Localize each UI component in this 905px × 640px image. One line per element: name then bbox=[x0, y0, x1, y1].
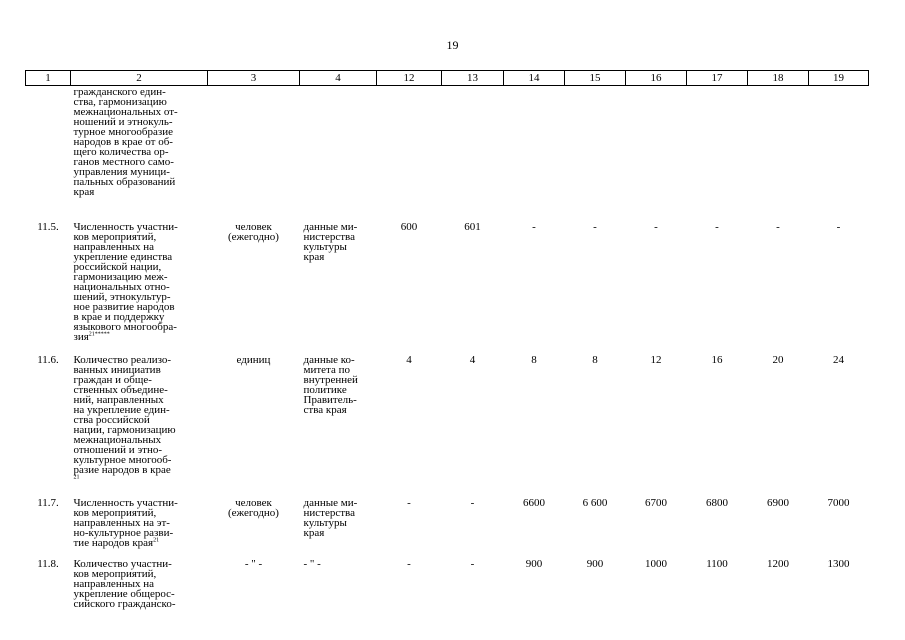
value-cell: 12 bbox=[650, 353, 662, 366]
value-cell: 601 bbox=[464, 220, 481, 233]
indicator-name: Количество участни- ков мероприятий, направленных на укрепление общерос- сийского гражданско- bbox=[73, 557, 176, 610]
value-cell: 8 bbox=[592, 353, 598, 366]
value-cell: 4 bbox=[469, 353, 476, 366]
col-header: 15 bbox=[565, 71, 626, 86]
value-cell: 6900 bbox=[767, 496, 789, 509]
value-cell: 900 bbox=[525, 557, 543, 570]
indicator-name: Количество реализо- ванных инициатив граждан и обще- ственных объедине- ний, направленных на укрепление един- ства российской нации, гармонизацию межнациональных отношений и этно- культурное многооб- разие народов в крае $^{21}$ bbox=[73, 353, 176, 480]
value-cell: - bbox=[715, 220, 719, 233]
value-cell: 7000 bbox=[827, 496, 850, 509]
source-cell: данные ко- митета по внутренней политике Правитель- ства края bbox=[303, 353, 358, 416]
col-header: 13 bbox=[442, 71, 504, 86]
footnote-mark: 21 bbox=[73, 473, 80, 480]
value-cell: 24 bbox=[833, 353, 844, 366]
value-cell: - bbox=[836, 220, 841, 233]
table-row bbox=[26, 559, 869, 611]
col-header: 2 bbox=[71, 71, 208, 86]
col-header: 16 bbox=[626, 71, 687, 86]
col-header: 17 bbox=[687, 71, 748, 86]
value-cell: - bbox=[776, 220, 780, 233]
value-cell: 20 bbox=[772, 353, 784, 366]
indicator-name: Численность участни- ков мероприятий, направленных на эт- но-культурное разви- тие народов края$^{21}$ bbox=[73, 496, 178, 549]
value-cell: 6700 bbox=[645, 496, 667, 509]
page-number: 19 bbox=[446, 38, 459, 52]
col-header: 19 bbox=[809, 71, 869, 86]
value-cell: 8 bbox=[531, 353, 537, 366]
value-cell: - bbox=[470, 496, 475, 509]
value-cell: 6600 bbox=[523, 496, 545, 509]
table-row-continuation bbox=[26, 86, 869, 222]
table-row bbox=[26, 498, 869, 559]
unit-cell: - " - bbox=[244, 557, 263, 570]
value-cell: 1100 bbox=[706, 557, 728, 570]
value-cell: 6800 bbox=[706, 496, 728, 509]
row-number: 11.8. bbox=[37, 557, 59, 570]
value-cell: - bbox=[407, 496, 411, 509]
column-number-header bbox=[26, 71, 869, 86]
col-header: 12 bbox=[377, 71, 442, 86]
unit-cell: единиц bbox=[236, 353, 271, 366]
table-row bbox=[26, 355, 869, 498]
value-cell: - bbox=[654, 220, 658, 233]
row-number: 11.6. bbox=[37, 353, 59, 366]
source-cell: данные ми- нистерства культуры края bbox=[303, 220, 358, 263]
value-cell: 900 bbox=[586, 557, 604, 570]
row-number: 11.5. bbox=[37, 220, 59, 233]
value-cell: - bbox=[407, 557, 411, 570]
col-header: 4 bbox=[300, 71, 377, 86]
indicators-table bbox=[25, 70, 869, 611]
col-header: 18 bbox=[748, 71, 809, 86]
value-cell: 1300 bbox=[827, 557, 850, 570]
value-cell: 4 bbox=[406, 353, 412, 366]
unit-cell: человек (ежегодно) bbox=[228, 496, 279, 519]
footnote-mark: 21 bbox=[153, 536, 160, 543]
unit-cell: человек (ежегодно) bbox=[228, 220, 279, 243]
col-header: 14 bbox=[504, 71, 565, 86]
indicator-name-continuation: гражданского един- ства, гармонизацию межнациональных от- ношений и этнокуль- турное многообразие народов в крае от об- щего количества ор- ганов местного само- управления муници- пальных образований края bbox=[73, 86, 178, 198]
col-header: 1 bbox=[26, 71, 71, 86]
value-cell: 16 bbox=[711, 353, 723, 366]
row-number: 11.7. bbox=[37, 496, 59, 509]
col-header: 3 bbox=[208, 71, 300, 86]
value-cell: 6 600 bbox=[582, 496, 608, 509]
value-cell: 1000 bbox=[645, 557, 667, 570]
table-row bbox=[26, 222, 869, 355]
value-cell: 1200 bbox=[767, 557, 789, 570]
value-cell: - bbox=[593, 220, 597, 233]
value-cell: - bbox=[470, 557, 475, 570]
source-cell: - " - bbox=[303, 557, 321, 570]
value-cell: 600 bbox=[400, 220, 418, 233]
value-cell: - bbox=[532, 220, 536, 233]
indicator-name: Численность участни- ков мероприятий, направленных на укрепление единства российской нации, гармонизацию меж- национальных отно- шений, этнокультур- ное развитие народов в крае и поддержку языкового многообра- зия$^{21*****}$ bbox=[73, 220, 178, 343]
source-cell: данные ми- нистерства культуры края bbox=[303, 496, 358, 539]
footnote-mark: 21***** bbox=[88, 330, 110, 337]
